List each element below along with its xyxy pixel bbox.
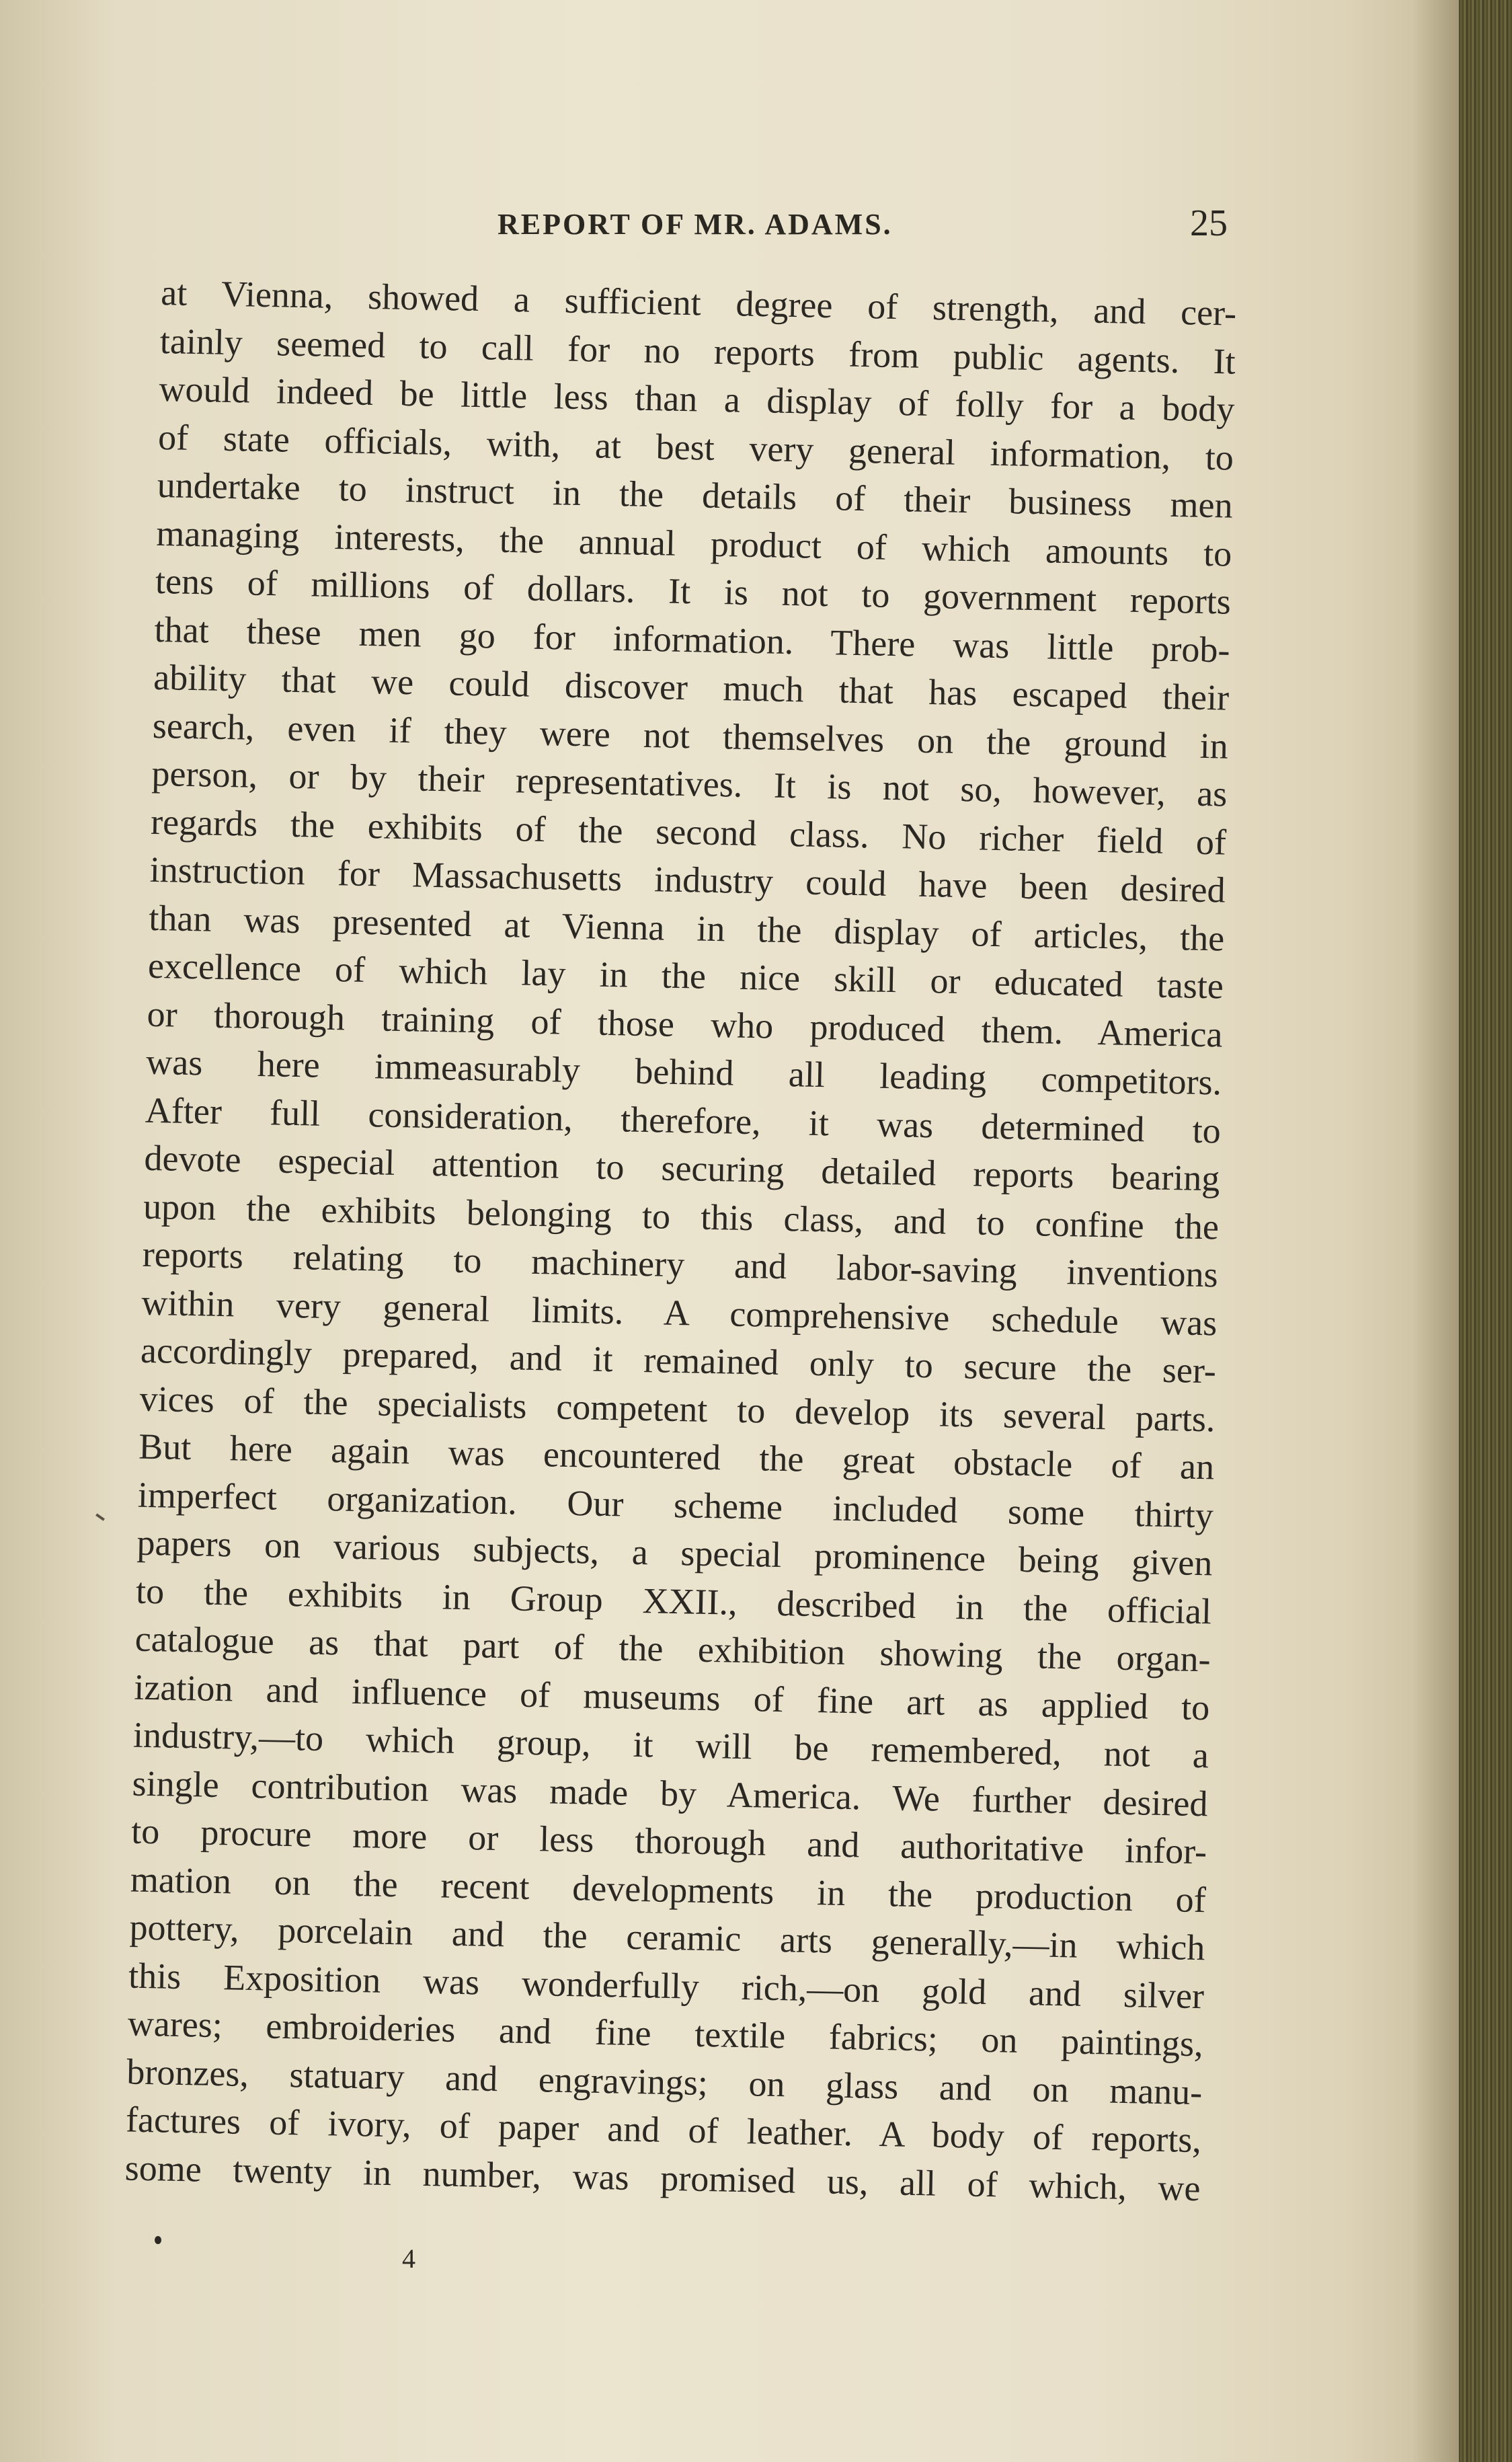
ink-dot [155, 2236, 161, 2244]
book-page-edges [1459, 0, 1512, 2462]
page-number: 25 [1190, 202, 1228, 244]
body-text [124, 269, 1237, 2213]
text-line: person, or by their representatives. It is not so, however, as [151, 753, 1228, 814]
text-line: mation on the recent developments in the production of [130, 1859, 1207, 1920]
text-line: tainly seemed to call for no reports from public agents. It [159, 320, 1236, 382]
running-title: REPORT OF MR. ADAMS. [498, 208, 893, 241]
text-line: ability that we could discover much that has escaped their [153, 656, 1230, 718]
margin-mark [95, 1513, 105, 1521]
text-line: papers on various subjects, a special prominence being given [136, 1522, 1213, 1584]
text-line: instruction for Massachusetts industry could have been desired [149, 849, 1226, 911]
text-line: within very general limits. A comprehensive schedule was [141, 1282, 1218, 1343]
text-line: factures of ivory, of paper and of leather. A body of reports, [125, 2099, 1202, 2161]
text-line: accordingly prepared, and it remained only to secure the ser- [140, 1330, 1217, 1391]
text-line: some twenty in number, was promised us, all of which, we [124, 2147, 1201, 2208]
text-line: to procure more or less thorough and authoritative infor- [130, 1810, 1207, 1872]
text-line: search, even if they were not themselves on the ground in [152, 705, 1229, 767]
text-line: tens of millions of dollars. It is not to government reports [155, 560, 1232, 622]
text-line: was here immeasurably behind all leading competitors. [145, 1041, 1222, 1103]
text-line: reports relating to machinery and labor-saving inventions [142, 1233, 1219, 1295]
text-line: But here again was encountered the great obstacle of an [138, 1426, 1215, 1488]
text-line: would indeed be little less than a display of folly for a body [159, 368, 1235, 430]
text-line: that these men go for information. There was little prob- [154, 609, 1231, 670]
gutter-shadow [1412, 0, 1459, 2462]
text-line: managing interests, the annual product of which amounts to [155, 512, 1232, 574]
text-line: ization and influence of museums of fine art as applied to [133, 1666, 1210, 1728]
text-line: imperfect organization. Our scheme included some thirty [137, 1474, 1214, 1535]
text-line: undertake to instruct in the details of their business men [157, 464, 1234, 526]
text-line: than was presented at Vienna in the display of articles, the [148, 897, 1225, 959]
running-head [161, 202, 1237, 256]
text-line: wares; embroideries and fine textile fabrics; on paintings, [127, 2003, 1204, 2065]
text-line: devote especial attention to securing detailed reports bearing [144, 1137, 1220, 1199]
text-line: pottery, porcelain and the ceramic arts generally,—in which [129, 1907, 1205, 1968]
text-line: at Vienna, showed a sufficient degree of strength, and cer- [160, 272, 1237, 334]
text-line: catalogue as that part of the exhibition showing the organ- [134, 1618, 1211, 1680]
text-line: regards the exhibits of the second class. No richer field of [150, 801, 1227, 863]
text-line: this Exposition was wonderfully rich,—on gold and silver [128, 1955, 1205, 2016]
signature-mark: 4 [402, 2243, 415, 2274]
text-line: of state officials, with, at best very general information, to [157, 416, 1234, 478]
text-line: upon the exhibits belonging to this class, and to confine the [143, 1186, 1220, 1247]
text-line: bronzes, statuary and engravings; on glass and on manu- [126, 2051, 1203, 2112]
text-line: single contribution was made by America. We further desired [132, 1763, 1209, 1824]
text-line: to the exhibits in Group XXII., described in the official [135, 1570, 1212, 1631]
text-line: After full consideration, therefore, it was determined to [145, 1089, 1222, 1151]
text-line: or thorough training of those who produced them. America [147, 993, 1224, 1055]
text-line: vices of the specialists competent to develop its several parts. [139, 1378, 1216, 1439]
text-line: excellence of which lay in the nice skill or educated taste [147, 945, 1224, 1007]
text-line: industry,—to which group, it will be remembered, not a [132, 1714, 1209, 1776]
